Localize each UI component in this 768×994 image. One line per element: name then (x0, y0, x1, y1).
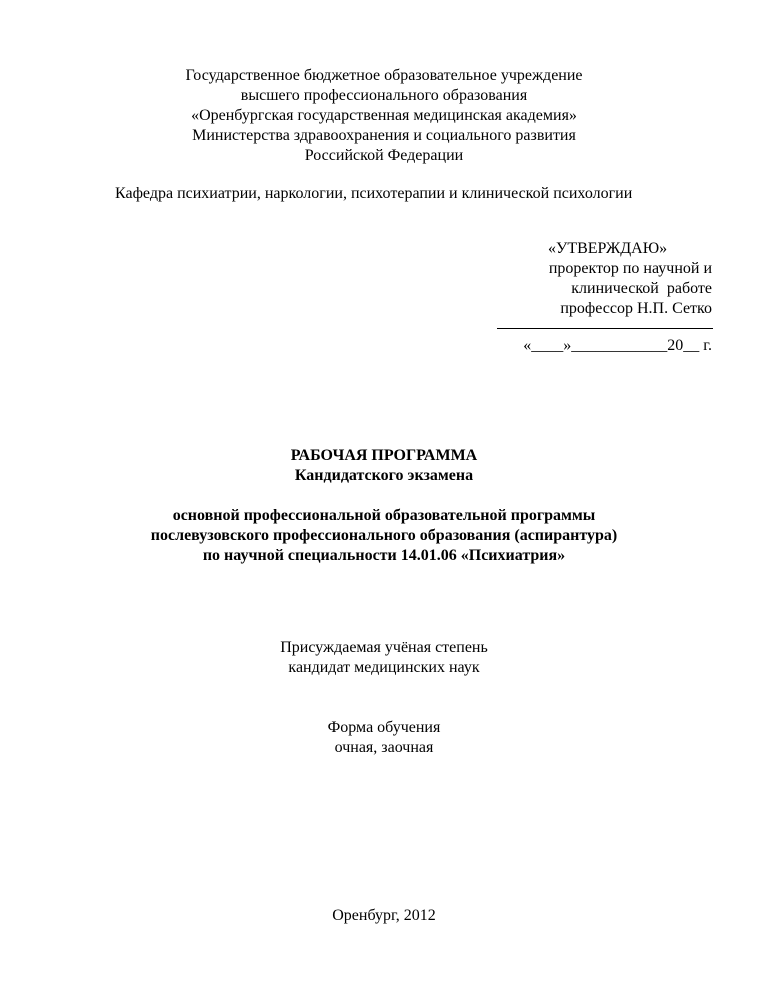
institution-line-1: Государственное бюджетное образовательное учреждение (185, 67, 583, 84)
department-name: Кафедра психиатрии, наркологии, психотерапии и клинической психологии (115, 185, 633, 202)
approval-name: профессор Н.П. Сетко (560, 300, 712, 317)
program-subtitle: Кандидатского экзамена (294, 467, 474, 484)
study-form-label: Форма обучения (327, 719, 441, 736)
institution-line-2: высшего профессионального образования (240, 87, 528, 104)
city-year: Оренбург, 2012 (332, 907, 436, 924)
approval-position-line-1: проректор по научной и (548, 260, 712, 277)
program-description-line-1: основной профессиональной образовательной программы (172, 507, 596, 524)
program-title: РАБОЧАЯ ПРОГРАММА (290, 447, 478, 464)
approval-title: «УТВЕРЖДАЮ» (548, 240, 668, 257)
institution-line-5: Российской Федерации (304, 147, 464, 164)
institution-line-3: «Оренбургская государственная медицинская академия» (191, 107, 577, 124)
program-description-line-2: послевузовского профессионального образования (аспирантура) (150, 527, 618, 544)
degree-value: кандидат медицинских наук (288, 659, 480, 676)
study-form-value: очная, заочная (334, 739, 434, 756)
institution-line-4: Министерства здравоохранения и социального развития (192, 127, 576, 144)
program-description-line-3: по научной специальности 14.01.06 «Психиатрия» (202, 547, 566, 564)
signature-line (497, 328, 713, 329)
approval-position-line-2: клинической работе (571, 280, 712, 297)
degree-label: Присуждаемая учёная степень (280, 639, 488, 656)
approval-date-line: «____»____________20__ г. (523, 337, 712, 354)
